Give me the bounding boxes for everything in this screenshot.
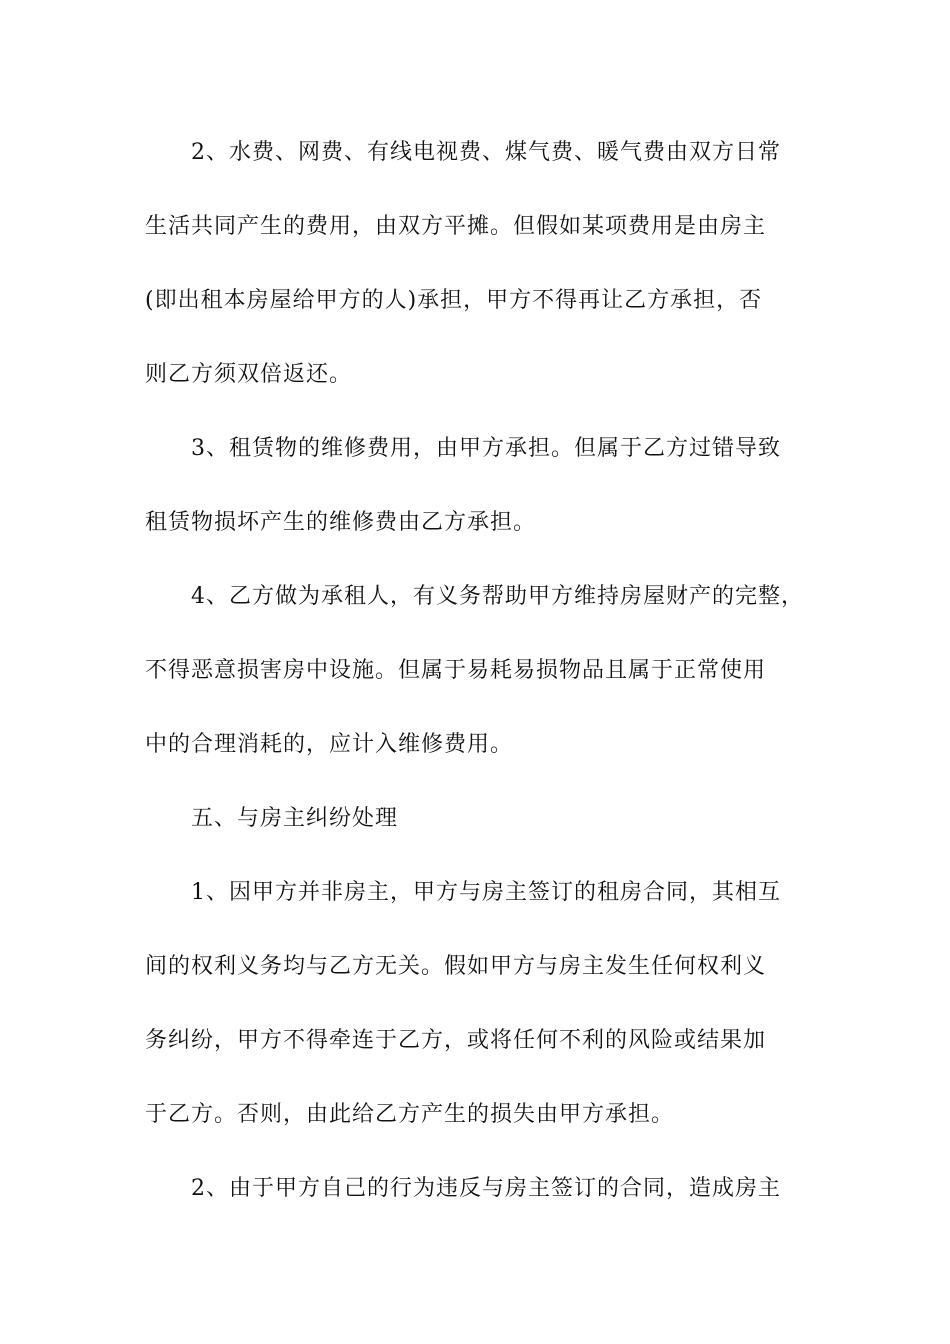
paragraph-4-line-3: 中的合理消耗的，应计入维修费用。 — [145, 732, 514, 757]
dispute-paragraph-1-line-2: 间的权利义务均与乙方无关。假如甲方与房主发生任何权利义 — [145, 954, 767, 979]
paragraph-2-line-2: 生活共同产生的费用，由双方平摊。但假如某项费用是由房主 — [145, 214, 767, 239]
dispute-paragraph-2-line-1: 2、由于甲方自己的行为违反与房主签订的合同，造成房主 — [191, 1176, 781, 1201]
paragraph-3-line-2: 租赁物损坏产生的维修费由乙方承担。 — [145, 510, 537, 535]
section-heading-landlord-dispute: 五、与房主纠纷处理 — [191, 806, 399, 831]
paragraph-4-line-1: 4、乙方做为承租人，有义务帮助甲方维持房屋财产的完整， — [191, 584, 804, 609]
paragraph-4-line-2: 不得恶意损害房中设施。但属于易耗易损物品且属于正常使用 — [145, 658, 767, 683]
paragraph-3-line-1: 3、租赁物的维修费用，由甲方承担。但属于乙方过错导致 — [191, 436, 781, 461]
paragraph-2-line-4: 则乙方须双倍返还。 — [145, 362, 353, 387]
paragraph-2-line-1: 2、水费、网费、有线电视费、煤气费、暖气费由双方日常 — [191, 140, 781, 165]
dispute-paragraph-1-line-4: 于乙方。否则，由此给乙方产生的损失由甲方承担。 — [145, 1102, 675, 1127]
dispute-paragraph-1-line-3: 务纠纷，甲方不得牵连于乙方，或将任何不利的风险或结果加 — [145, 1028, 767, 1053]
dispute-paragraph-1-line-1: 1、因甲方并非房主，甲方与房主签订的租房合同，其相互 — [191, 880, 781, 905]
paragraph-2-line-3: (即出租本房屋给甲方的人)承担，甲方不得再让乙方承担，否 — [145, 288, 763, 313]
